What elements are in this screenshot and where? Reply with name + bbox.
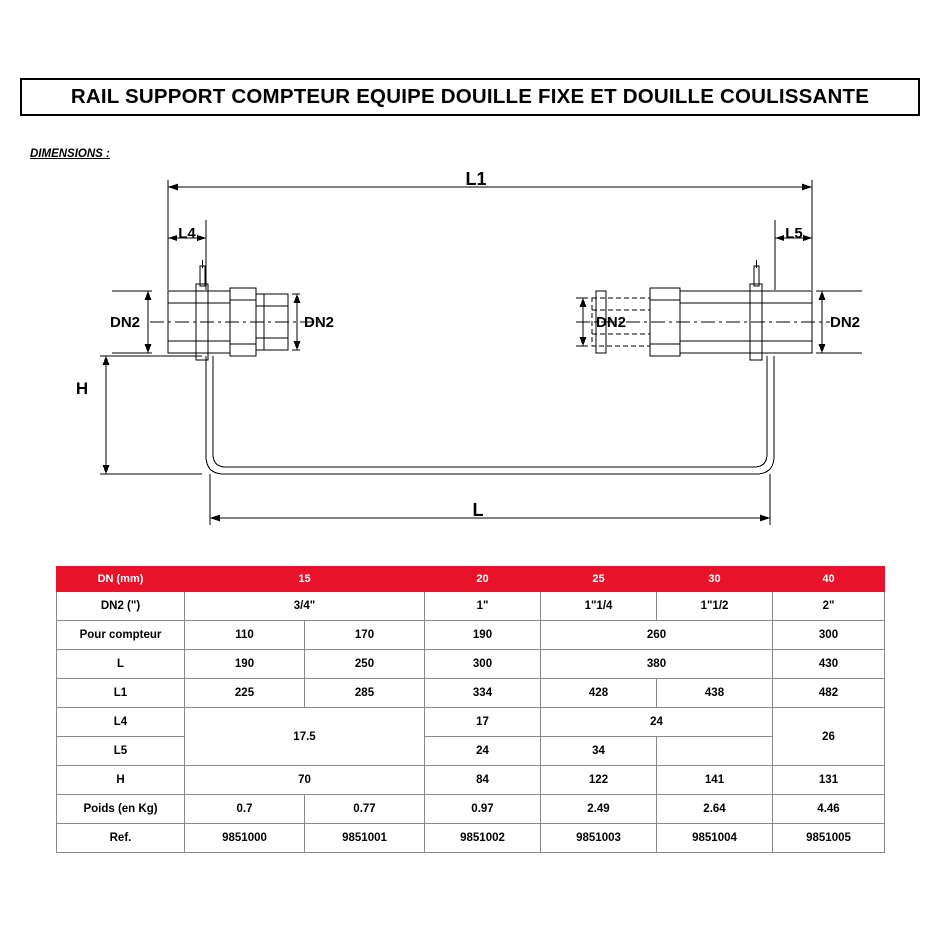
table-row-label: L1 xyxy=(57,679,185,708)
table-cell: 190 xyxy=(425,621,541,650)
table-cell: 110 xyxy=(185,621,305,650)
label-l5: L5 xyxy=(785,225,803,242)
table-cell: 26 xyxy=(773,708,885,766)
table-cell: 428 xyxy=(541,679,657,708)
table-header-cell: 40 xyxy=(773,567,885,592)
table-cell: 122 xyxy=(541,766,657,795)
table-cell: 430 xyxy=(773,650,885,679)
dimensions-label: DIMENSIONS : xyxy=(30,148,110,160)
table-header-cell: 20 xyxy=(425,567,541,592)
title-box xyxy=(20,78,920,116)
label-dn2-left-inner: DN2 xyxy=(304,314,335,331)
table-row xyxy=(57,621,885,650)
label-dn2-right-outer: DN2 xyxy=(830,314,861,331)
table-cell: 334 xyxy=(425,679,541,708)
label-l: L xyxy=(472,500,484,520)
table-cell: 2.64 xyxy=(657,795,773,824)
table-cell: 70 xyxy=(185,766,425,795)
table-cell: 250 xyxy=(305,650,425,679)
table-cell: 190 xyxy=(185,650,305,679)
table-cell: 131 xyxy=(773,766,885,795)
table-cell: 225 xyxy=(185,679,305,708)
table-row xyxy=(57,795,885,824)
table-cell: 24 xyxy=(541,708,773,737)
table-cell: 24 xyxy=(425,737,541,766)
table-cell: 4.46 xyxy=(773,795,885,824)
table-row xyxy=(57,766,885,795)
table-cell: 2.49 xyxy=(541,795,657,824)
table-cell: 17 xyxy=(425,708,541,737)
table-cell: 2" xyxy=(773,592,885,621)
table-cell: 17.5 xyxy=(185,708,425,766)
table-cell: 84 xyxy=(425,766,541,795)
table-cell: 9851003 xyxy=(541,824,657,853)
table-cell: 0.7 xyxy=(185,795,305,824)
table-cell: 3/4" xyxy=(185,592,425,621)
table-row-label: Poids (en Kg) xyxy=(57,795,185,824)
label-dn2-left-outer: DN2 xyxy=(110,314,141,331)
table-row-label: H xyxy=(57,766,185,795)
table-cell: 34 xyxy=(541,737,657,766)
table-cell: 9851001 xyxy=(305,824,425,853)
specification-table-wrapper xyxy=(56,566,884,853)
table-row xyxy=(57,592,885,621)
table-cell: 9851000 xyxy=(185,824,305,853)
table-cell: 0.77 xyxy=(305,795,425,824)
table-cell: 141 xyxy=(657,766,773,795)
table-header-label: DN (mm) xyxy=(57,567,185,592)
technical-drawing xyxy=(0,160,940,555)
table-cell: 380 xyxy=(541,650,773,679)
table-cell: 0.97 xyxy=(425,795,541,824)
table-cell: 260 xyxy=(541,621,773,650)
table-cell: 1"1/2 xyxy=(657,592,773,621)
drawing-svg xyxy=(0,160,940,555)
table-row xyxy=(57,708,885,737)
label-l4: L4 xyxy=(178,225,196,242)
table-cell: 9851002 xyxy=(425,824,541,853)
table-row xyxy=(57,737,885,766)
table-header-cell: 25 xyxy=(541,567,657,592)
table-row xyxy=(57,824,885,853)
table-cell: 9851004 xyxy=(657,824,773,853)
table-row xyxy=(57,679,885,708)
table-row-label: Pour compteur xyxy=(57,621,185,650)
label-dn2-right-inner: DN2 xyxy=(596,314,627,331)
table-row-label: L4 xyxy=(57,708,185,737)
table-cell: 300 xyxy=(773,621,885,650)
label-h: H xyxy=(75,379,89,398)
table-cell: 438 xyxy=(657,679,773,708)
table-row-label: L5 xyxy=(57,737,185,766)
table-cell: 170 xyxy=(305,621,425,650)
table-cell: 9851005 xyxy=(773,824,885,853)
table-row-label: DN2 (") xyxy=(57,592,185,621)
specification-table xyxy=(56,566,885,853)
table-header-row xyxy=(57,567,885,592)
table-cell: 300 xyxy=(425,650,541,679)
table-cell: 1" xyxy=(425,592,541,621)
table-cell: 285 xyxy=(305,679,425,708)
label-l1: L1 xyxy=(465,169,487,189)
table-row-label: Ref. xyxy=(57,824,185,853)
page-title: RAIL SUPPORT COMPTEUR EQUIPE DOUILLE FIXE ET DOUILLE COULISSANTE xyxy=(70,85,870,108)
table-row xyxy=(57,650,885,679)
table-cell: 1"1/4 xyxy=(541,592,657,621)
table-header-cell: 15 xyxy=(185,567,425,592)
table-cell: 482 xyxy=(773,679,885,708)
table-header-cell: 30 xyxy=(657,567,773,592)
table-row-label: L xyxy=(57,650,185,679)
